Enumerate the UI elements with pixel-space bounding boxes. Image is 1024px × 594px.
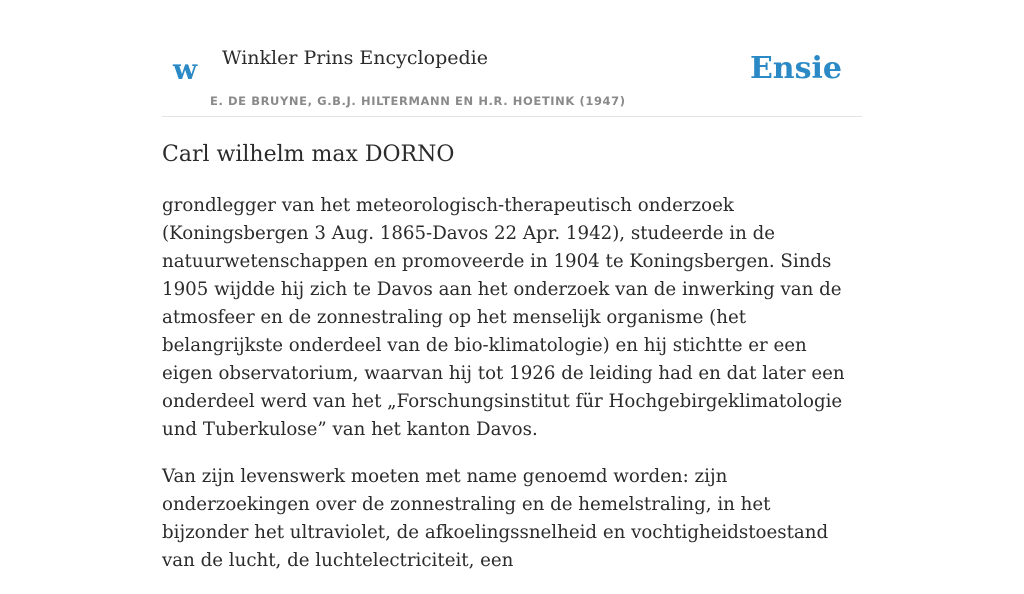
book-authors: E. DE BRUYNE, G.B.J. HILTERMANN EN H.R. HOETINK (1947) (210, 94, 626, 108)
book-title[interactable]: Winkler Prins Encyclopedie (222, 47, 488, 69)
site-header (162, 0, 862, 117)
article-paragraph-2: Van zijn levenswerk moeten met name genoemd worden: zijn onderzoekingen over de zonnestraling en de hemelstraling, in het bijzonder het ultraviolet, de afkoelingssnelheid en vochtigheidstoestand van de lucht, de luchtelectriciteit, een (162, 466, 829, 571)
article-body (162, 192, 862, 594)
winkler-prins-logo[interactable]: w (173, 53, 198, 86)
article-paragraph-1: grondlegger van het meteorologisch-therapeutisch onderzoek (Koningsbergen 3 Aug. 1865-Davos 22 Apr. 1942), studeerde in de natuurwetenschappen en promoveerde in 1904 te Koningsbergen. Sinds 1905 wijdde hij zich te Davos aan het onderzoek van de inwerking van de atmosfeer en de zonnestraling op het menselijk organisme (het belangrijkste onderdeel van de bio-klimatologie) en hij stichtte er een eigen observatorium, waarvan hij tot 1926 de leiding had en dat later een onderdeel werd van het „Forschungsinstitut für Hochgebirgeklimatologie und Tuberkulose” van het kanton Davos. (162, 195, 845, 440)
ensie-logo[interactable]: Ensie (749, 51, 842, 86)
article-title: Carl wilhelm max DORNO (162, 142, 455, 167)
